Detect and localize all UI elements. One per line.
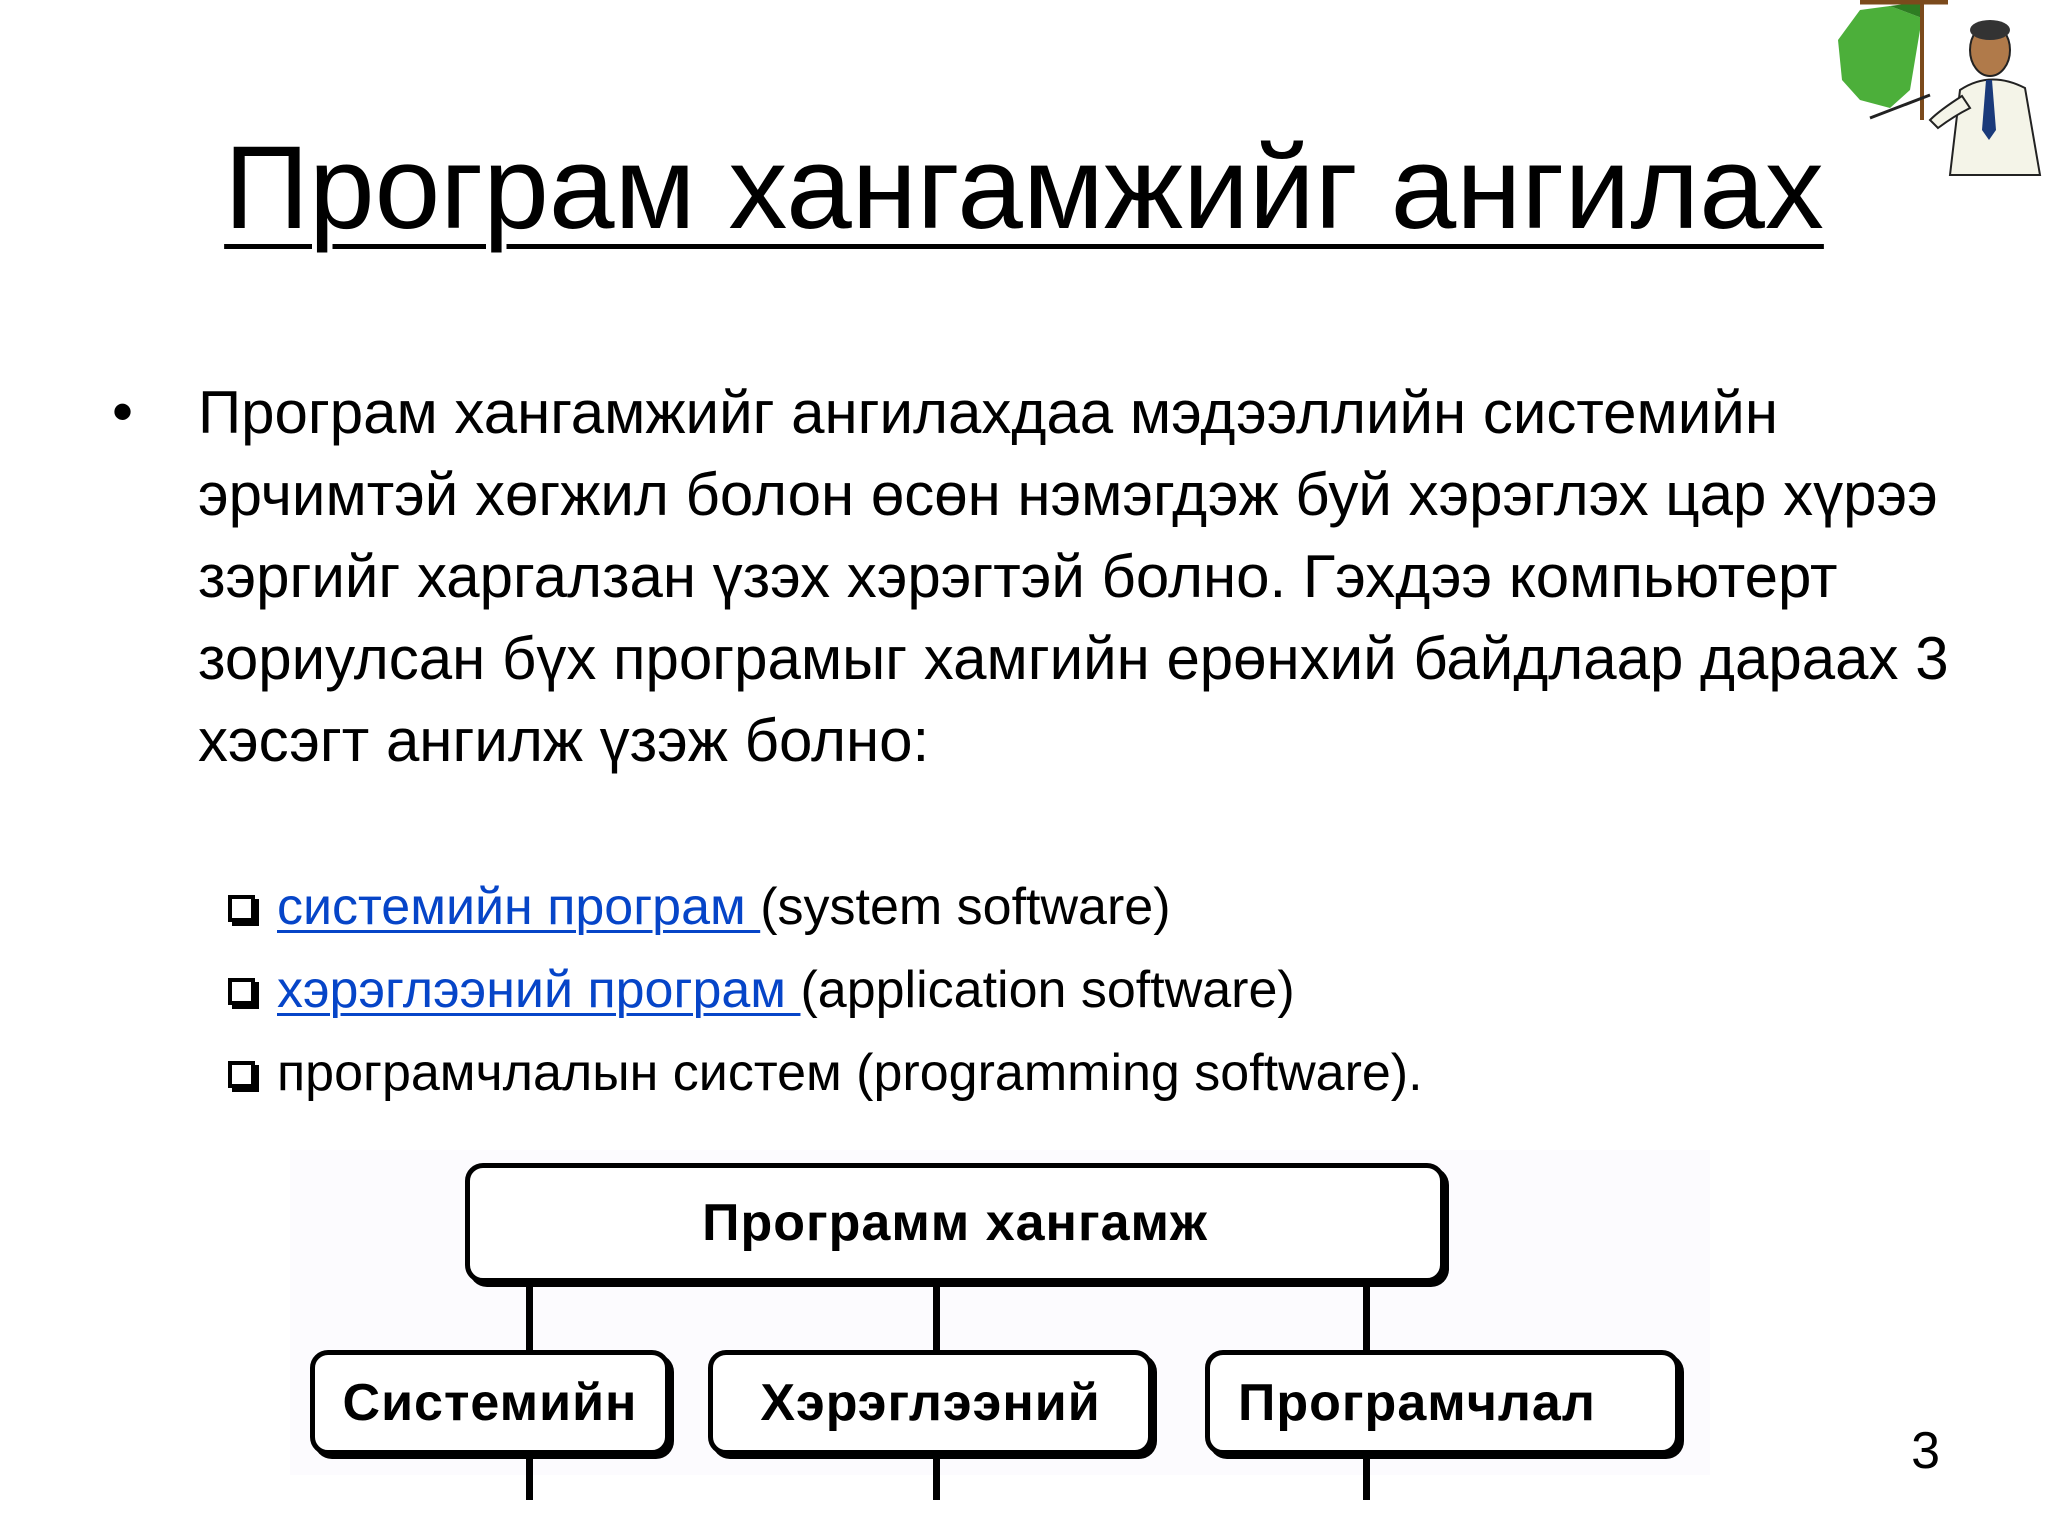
list-item-text: програмчлалын систем (programming software). <box>277 1044 1423 1102</box>
list-item-programming-software <box>228 1040 1423 1106</box>
application-software-link[interactable]: хэрэглээний програм <box>277 961 801 1019</box>
diagram-node-label: Програмчлал <box>1238 1373 1596 1432</box>
diagram-node-programming <box>1205 1350 1680 1455</box>
checkbox-bullet-icon <box>228 895 255 922</box>
slide-title-text: Програм хангамжийг ангилах <box>224 122 1824 254</box>
list-item-system-software <box>228 874 1171 940</box>
checkbox-bullet-icon <box>228 978 255 1005</box>
checkbox-bullet-icon <box>228 1061 255 1088</box>
diagram-root-node <box>465 1163 1445 1283</box>
diagram-root-label: Программ хангамж <box>702 1194 1208 1252</box>
page-number: 3 <box>1911 1422 1940 1480</box>
slide-title <box>0 118 2048 258</box>
list-item-text: (system software) <box>760 878 1171 936</box>
list-item-application-software <box>228 957 1295 1023</box>
main-paragraph: Програм хангамжийг ангилахдаа мэдээллийн системийн эрчимтэй хөгжил болон өсөн нэмэгдэж буй хэрэглэх цар хүрээ зэргийг харгалзан үзэх хэрэгтэй болно. Гэхдээ компьютерт зориулсан бүх програмыг хамгийн ерөнхий байдлаар дараах 3 хэсэгт ангилж үзэж болно: <box>198 379 1949 774</box>
diagram-node-label: Системийн <box>342 1373 638 1432</box>
software-classification-diagram <box>290 1150 1710 1475</box>
diagram-node-application <box>708 1350 1153 1455</box>
diagram-node-label: Хэрэглээний <box>760 1373 1101 1432</box>
list-item-text: (application software) <box>800 961 1295 1019</box>
teacher-pointing-icon <box>1830 0 2048 185</box>
system-software-link[interactable]: системийн програм <box>277 878 761 936</box>
diagram-node-system <box>310 1350 670 1455</box>
bullet-marker: • <box>112 378 134 445</box>
